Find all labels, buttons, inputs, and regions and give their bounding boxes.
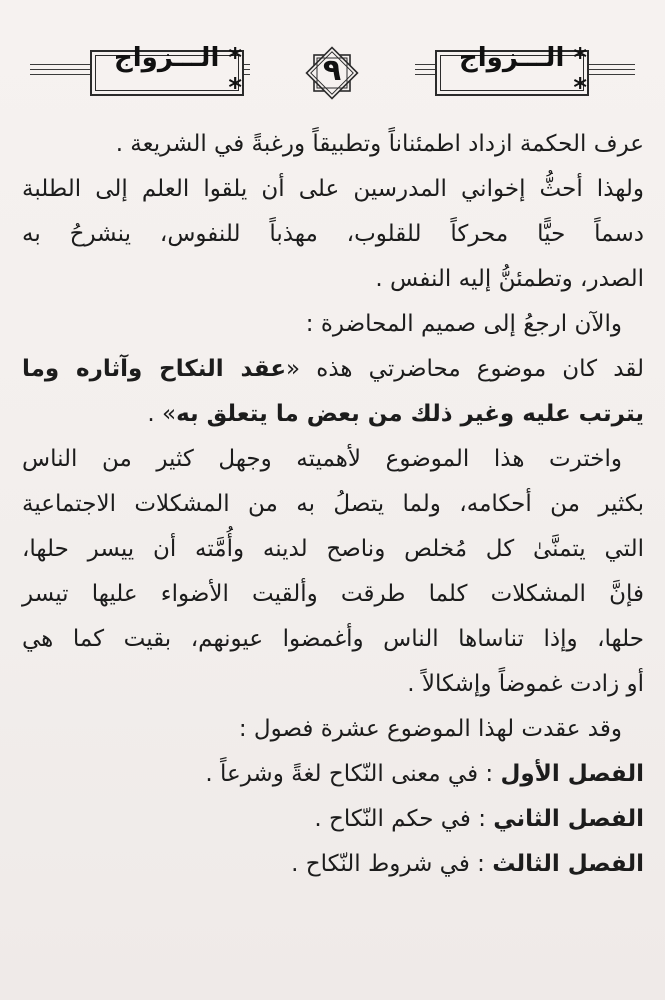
- chapter-text: : في شروط النّكاح .: [291, 851, 493, 877]
- page-header: [30, 44, 635, 102]
- header-title-left: * الـــزواج *: [90, 50, 244, 96]
- chapter-text: : في معنى النّكاح لغةً وشرعاً .: [205, 761, 501, 787]
- chapter-item: [22, 842, 644, 887]
- text-line: واخترت هذا الموضوع لأهميته وجهل كثير من الناس: [22, 446, 622, 472]
- body-text: [22, 122, 644, 887]
- chapter-label: الفصل الثاني: [493, 806, 644, 832]
- text-line: فإنَّ المشكلات كلما طرقت وألقيت الأضواء عليها تيسر: [22, 581, 644, 607]
- chapter-label: الفصل الأول: [500, 761, 644, 787]
- text-line: ولهذا أحثُّ إخواني المدرسين على أن يلقوا العلم إلى الطلبة: [22, 176, 644, 202]
- text-line: دسماً حيًّا محركاً للقلوب، مهذباً للنفوس، ينشرحُ به: [22, 221, 644, 247]
- text-line: بكثير من أحكامه، ولما يتصلُ به من المشكلات الاجتماعية: [22, 491, 644, 517]
- text-line: عرف الحكمة ازداد اطمئناناً وتطبيقاً ورغبةً في الشريعة .: [115, 131, 644, 157]
- text-line: وقد عقدت لهذا الموضوع عشرة فصول :: [238, 716, 622, 742]
- topic-line: [22, 347, 644, 392]
- header-title-right: * الـــزواج *: [435, 50, 589, 96]
- topic-title-part-1: عقد النكاح وآثاره وما: [22, 356, 287, 382]
- topic-close: » .: [147, 401, 177, 427]
- chapter-item: [22, 752, 644, 797]
- page-number-badge: [302, 44, 362, 102]
- topic-line: [22, 392, 644, 437]
- topic-intro: لقد كان موضوع محاضرتي هذه «: [286, 356, 645, 382]
- text-line: والآن ارجعُ إلى صميم المحاضرة :: [305, 311, 622, 337]
- text-line: أو زادت غموضاً وإشكالاً .: [407, 671, 644, 697]
- text-line: حلها، وإذا تناساها الناس وأغمضوا عيونهم، بقيت كما هي: [22, 626, 644, 652]
- chapter-text: : في حكم النّكاح .: [314, 806, 494, 832]
- chapter-item: [22, 797, 644, 842]
- topic-title-part-2: يترتب عليه وغير ذلك من بعض ما يتعلق به: [176, 401, 644, 427]
- text-line: الصدر، وتطمئنُّ إليه النفس .: [375, 266, 644, 292]
- chapter-label: الفصل الثالث: [492, 851, 644, 877]
- page-number: ٩: [322, 53, 342, 88]
- text-line: التي يتمنَّىٰ كل مُخلص وناصح لدينه وأُمَّته أن ييسر حلها،: [22, 536, 644, 562]
